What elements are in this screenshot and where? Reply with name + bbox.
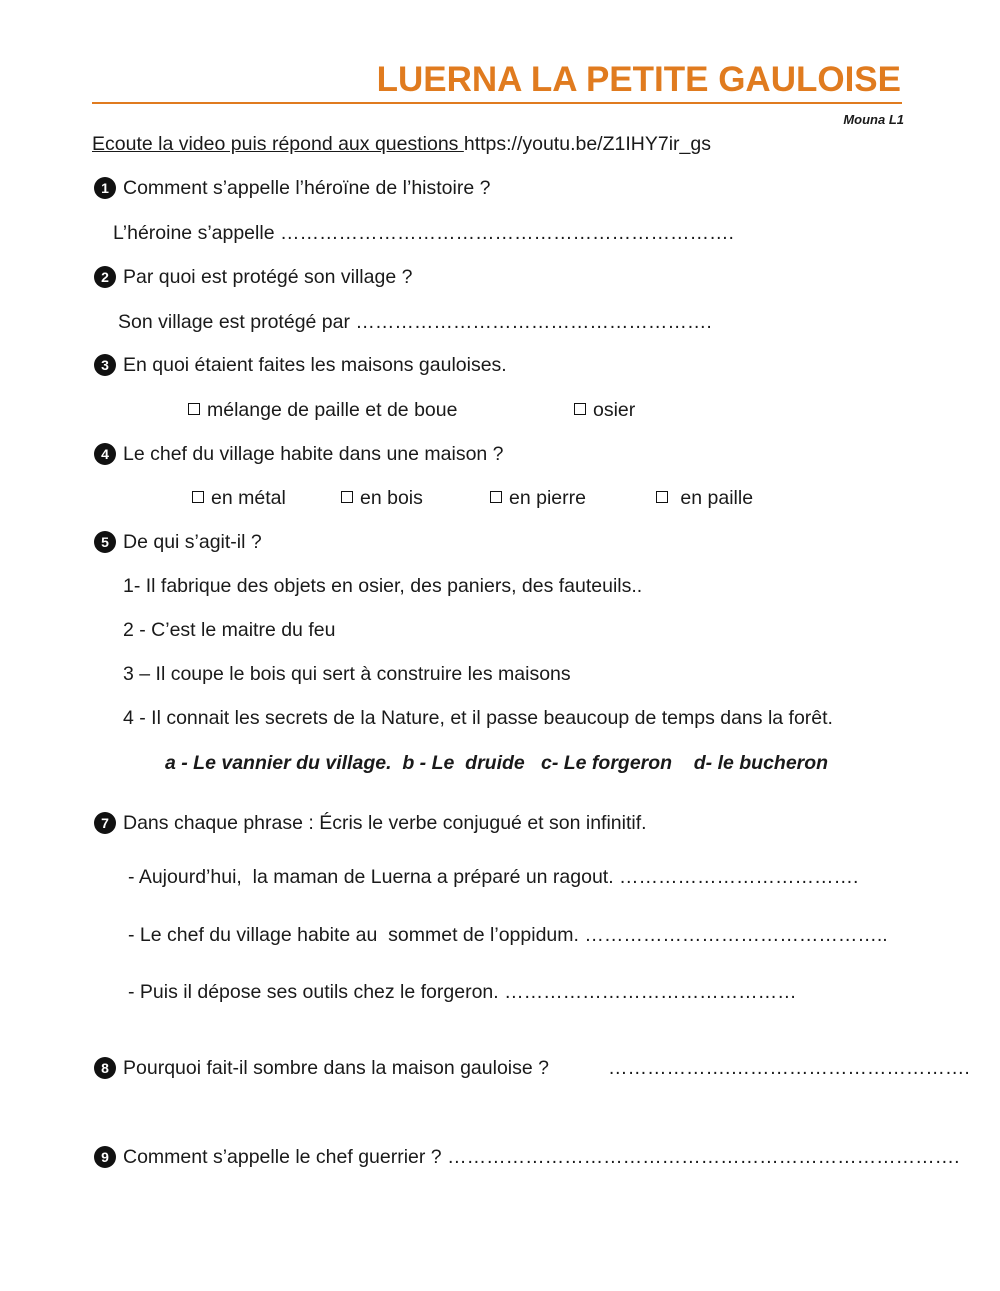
question-8 <box>94 1057 549 1080</box>
question-3-text: En quoi étaient faites les maisons gauloises. <box>123 354 507 376</box>
q5-answer-choices: a - Le vannier du village. b - Le druide c- Le forgeron d- le bucheron <box>165 752 829 774</box>
question-7-text: Dans chaque phrase : Écris le verbe conjugué et son infinitif. <box>123 812 647 834</box>
instruction-line <box>92 133 711 156</box>
q4-option-1[interactable]: en métal <box>192 487 286 510</box>
number-badge-8-icon: 8 <box>94 1057 116 1079</box>
question-4-text: Le chef du village habite dans une maison ? <box>123 443 504 465</box>
page-title: LUERNA LA PETITE GAULOISE <box>376 60 901 99</box>
q7-sentence-1[interactable]: - Aujourd’hui, la maman de Luerna a préparé un ragout. ………………………………. <box>128 866 859 888</box>
instruction-text: Ecoute la video puis répond aux questions <box>92 133 464 155</box>
checkbox-icon[interactable] <box>490 491 502 503</box>
checkbox-icon[interactable] <box>574 403 586 415</box>
q5-item-1: 1- Il fabrique des objets en osier, des paniers, des fauteuils.. <box>123 575 643 597</box>
q7-sentence-2[interactable]: - Le chef du village habite au sommet de l’oppidum. ……………………………………….. <box>128 924 888 946</box>
question-5 <box>94 531 262 554</box>
question-1 <box>94 177 490 200</box>
question-5-text: De qui s’agit-il ? <box>123 531 262 553</box>
answer-line-2[interactable]: Son village est protégé par ………………………………………………. <box>118 311 712 333</box>
question-9 <box>94 1146 960 1169</box>
author-label: Mouna L1 <box>843 112 904 127</box>
q3-option-1[interactable]: mélange de paille et de boue <box>188 399 457 422</box>
number-badge-1-icon: 1 <box>94 177 116 199</box>
question-4 <box>94 443 504 466</box>
number-badge-9-icon: 9 <box>94 1146 116 1168</box>
q4-option-3[interactable]: en pierre <box>490 487 586 510</box>
question-2 <box>94 266 412 289</box>
number-badge-3-icon: 3 <box>94 354 116 376</box>
number-badge-5-icon: 5 <box>94 531 116 553</box>
question-7 <box>94 812 647 835</box>
number-badge-4-icon: 4 <box>94 443 116 465</box>
q7-sentence-3[interactable]: - Puis il dépose ses outils chez le forgeron. ……………………………………… <box>128 981 797 1003</box>
q4-option-2[interactable]: en bois <box>341 487 423 510</box>
question-1-text: Comment s’appelle l’héroïne de l’histoire ? <box>123 177 491 199</box>
title-underline <box>92 102 902 104</box>
q4-option-4[interactable]: en paille <box>656 487 753 510</box>
q3-option-2[interactable]: osier <box>574 399 635 422</box>
checkbox-icon[interactable] <box>341 491 353 503</box>
question-9-text[interactable]: Comment s’appelle le chef guerrier ? ……………………………………………………………………. <box>123 1146 960 1168</box>
number-badge-7-icon: 7 <box>94 812 116 834</box>
q5-item-3: 3 – Il coupe le bois qui sert à construire les maisons <box>123 663 571 685</box>
checkbox-icon[interactable] <box>656 491 668 503</box>
checkbox-icon[interactable] <box>188 403 200 415</box>
answer-line-1[interactable]: L’héroine s’appelle ……………………………………………………………. <box>113 222 734 244</box>
video-link[interactable]: https://youtu.be/Z1IHY7ir_gs <box>463 133 711 155</box>
number-badge-2-icon: 2 <box>94 266 116 288</box>
question-3 <box>94 354 507 377</box>
q5-item-4: 4 - Il connait les secrets de la Nature, et il passe beaucoup de temps dans la forêt. <box>123 707 833 729</box>
question-2-text: Par quoi est protégé son village ? <box>123 266 413 288</box>
answer-line-8[interactable]: ……………….………………………………. <box>608 1057 970 1079</box>
q5-item-2: 2 - C’est le maitre du feu <box>123 619 336 641</box>
question-8-text: Pourquoi fait-il sombre dans la maison gauloise ? <box>123 1057 549 1079</box>
checkbox-icon[interactable] <box>192 491 204 503</box>
